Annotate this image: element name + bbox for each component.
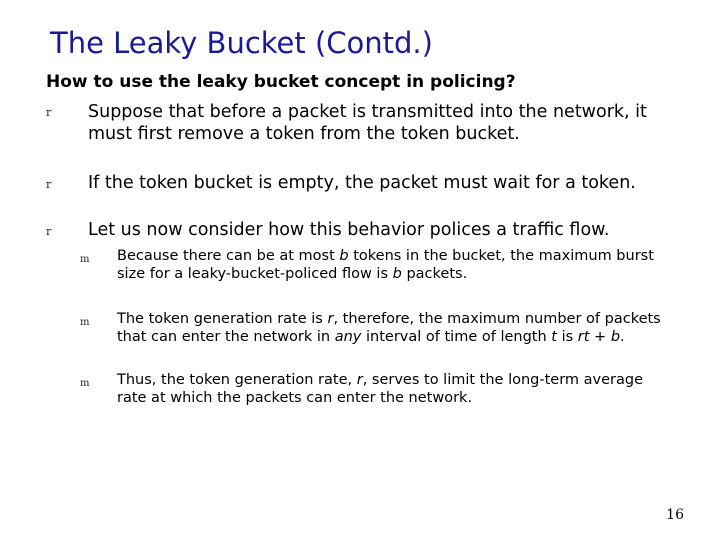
sub-bullet-marker: m <box>80 378 90 389</box>
page-number: 16 <box>666 507 684 523</box>
sub-bullet-marker: m <box>80 254 90 265</box>
sub-bullet-text: Thus, the token generation rate, r, serves to limit the long-term average rate at which the packets can enter the network. <box>117 372 644 406</box>
sub-bullet-marker: m <box>80 317 90 328</box>
bullet-text: Suppose that before a packet is transmitted into the network, it must first remove a token from the token bucket. <box>88 102 647 144</box>
bullet-text: If the token bucket is empty, the packet must wait for a token. <box>88 173 636 193</box>
sub-bullet-text: Because there can be at most b tokens in the bucket, the maximum burst size for a leaky-bucket-policed flow is b packets. <box>117 248 654 282</box>
bullet-marker: r <box>46 106 52 119</box>
slide-question: How to use the leaky bucket concept in policing? <box>46 72 516 92</box>
sub-bullet-text: The token generation rate is r, therefore, the maximum number of packets that can enter the network in any interval of time of length t is rt + b. <box>117 311 661 345</box>
bullet-text: Let us now consider how this behavior polices a traffic flow. <box>88 220 610 240</box>
slide-title: The Leaky Bucket (Contd.) <box>50 26 433 60</box>
bullet-marker: r <box>46 225 52 238</box>
bullet-marker: r <box>46 178 52 191</box>
